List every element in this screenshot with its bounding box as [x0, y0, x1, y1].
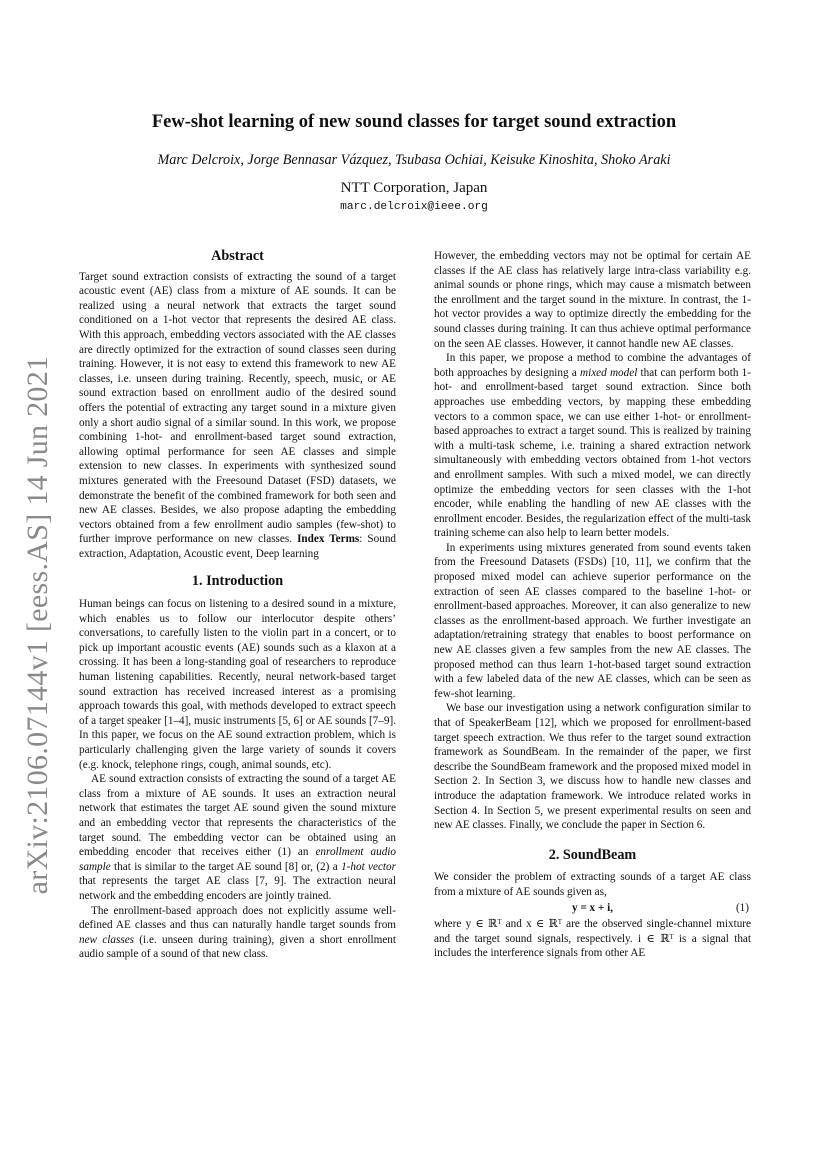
intro-paragraph-4: However, the embedding vectors may not be optimal for certain AE classes if the AE class has relatively large intra-class variability e.g. animal sounds or phone rings, which may cause a mismatch between the enrollment and the target sound in the mixture. In contrast, the 1-hot vector provides a way to optimize directly the embedding for the sound classes during training. It can thus achieve optimal performance on the seen AE classes. However, it cannot handle new AE classes. — [434, 250, 751, 350]
paper-title: Few-shot learning of new sound classes for target sound extraction — [151, 112, 677, 132]
intro-paragraph-1: Human beings can focus on listening to a desired sound in a mixture, which enables us to follow our interlocutor despite others’ conversations, to carefully listen to the violin part in a concert, or to pick up important acoustic events (AE) sounds such as a klaxon at a crossing. It has been a long-standing goal of researchers to reproduce human listening capabilities. Recently, neural network-based target sound extraction has received increased interest as a promising approach towards this goal, with methods developed to extract speech of a target speaker [1–4], music instruments [5, 6] or AE sounds [7–9]. In this paper, we focus on the AE sound extraction problem, which is particularly challenging given the large variety of sounds it covers (e.g. knock, telephone rings, cough, animal sounds, etc). — [79, 598, 396, 771]
soundbeam-paragraph-2: where y ∈ ℝᵀ and x ∈ ℝᵀ are the observed single-channel mixture and the target sound signals, respectively. i ∈ ℝᵀ is a signal that includes the interference signals from other AE — [434, 918, 751, 960]
equation-body: y = x + i, — [571, 901, 614, 914]
soundbeam-heading: 2. SoundBeam — [548, 846, 637, 863]
soundbeam-paragraph-1: We consider the problem of extracting sounds of a target AE class from a mixture of AE sounds given as, — [434, 871, 751, 898]
author-list: Marc Delcroix, Jorge Bennasar Vázquez, Tsubasa Ochiai, Keisuke Kinoshita, Shoko Araki — [157, 152, 671, 168]
intro-paragraph-5: In this paper, we propose a method to combine the advantages of both approaches by designing a mixed model that can perform both 1-hot- and enrollment-based target sound extraction. Since both approaches use embedding vectors, by mapping these embedding vectors to a common space, we can use either 1-hot- or enrollment-based approaches to extract a target sound. This is realized by training with a multi-task scheme, i.e. training a shared extraction network simultaneously with embedding vectors obtained from 1-hot vectors and enrollment samples. With such a mixed model, we can directly optimize the embedding vectors for seen classes with the 1-hot encoder, while enabling the handling of new AE classes with the enrollment encoder. Besides, the regularization effect of the multi-task training scheme can also help to learn better models. — [434, 352, 751, 540]
contact-email: marc.delcroix@ieee.org — [340, 201, 488, 213]
intro-paragraph-3: The enrollment-based approach does not explicitly assume well-defined AE classes and thus can naturally handle target sounds from new classes (i.e. unseen during training), given a short enrollment audio sample of a sound of that new class. — [79, 904, 396, 961]
equation-number: (1) — [735, 901, 749, 914]
abstract-text: Target sound extraction consists of extracting the sound of a target acoustic event (AE) class from a mixture of AE sounds. It can be realized using a neural network that extracts the target sound conditioned on a 1-hot vector that represents the desired AE class. With this approach, embedding vectors associated with the AE classes are directly optimized for the extraction of sound classes seen during training. However, it is not easy to extend this framework to new AE classes, i.e. unseen during training. Recently, speech, music, or AE sound extraction based on enrollment audio of the desired sound offers the potential of extracting any target sound in a mixture given only a short audio signal of a similar sound. In this work, we propose combining 1-hot- and enrollment-based target sound extraction, allowing optimal performance for seen AE classes and simple extension to new classes. In experiments with synthesized sound mixtures generated with the Freesound Dataset (FSD) datasets, we demonstrate the benefit of the combined framework for both seen and new AE classes. Besides, we also propose adapting the embedding vectors obtained from a few enrollment audio samples (few-shot) to further improve performance on new classes. Index Terms: Sound extraction, Adaptation, Acoustic event, Deep learning — [79, 270, 397, 560]
arxiv-sidebar — [14, 355, 62, 895]
equation-1 — [434, 901, 751, 916]
abstract-heading: Abstract — [211, 248, 264, 264]
arxiv-identifier: arXiv:2106.07144v1 [eess.AS] 14 Jun 2021 — [21, 355, 54, 895]
intro-paragraph-6: In experiments using mixtures generated from sound events taken from the Freesound Datasets (FSDs) [10, 11], we confirm that the proposed mixed model can achieve superior performance on the extraction of seen AE classes compared to the baseline 1-hot- or enrollment-based approaches. Moreover, it can also generalize to new classes as the enrollment-based approach. We further investigate an adaptation/retraining strategy that enables to boost performance on new AE classes given a few samples from the new AE classes. The proposed method can thus learn 1-hot-based target sound extraction with a few labeled data of the new AE classes, which can be seen as few-shot learning. — [434, 541, 751, 700]
intro-paragraph-7: We base our investigation using a network configuration similar to that of SpeakerBeam [12], which we proposed for enrollment-based target speech extraction. We thus refer to the target sound extraction framework as SoundBeam. In the remainder of the paper, we first describe the SoundBeam framework and the proposed mixed model in Section 2. In Section 3, we discuss how to handle new classes and introduce the adaptation framework. We introduce related works in Section 4. In Section 5, we present experimental results on seen and new AE classes. Finally, we conclude the paper in Section 6. — [434, 702, 751, 832]
index-terms: : Sound extraction, Adaptation, Acoustic event, Deep learning — [79, 533, 397, 560]
index-terms-label: Index Terms — [297, 533, 360, 546]
right-column — [434, 249, 751, 961]
left-column — [79, 249, 396, 962]
affiliation: NTT Corporation, Japan — [340, 180, 488, 196]
intro-paragraph-2: AE sound extraction consists of extracting the sound of a target AE class from a mixture of AE sounds. It uses an extraction neural network that estimates the target AE sound given the sound mixture and an embedding vector that represents the characteristics of the target sound. The embedding vector can be obtained using an embedding encoder that receives either (1) an enrollment audio sample that is similar to the target AE sound [8] or, (2) a 1-hot vector that represents the target AE class [7, 9]. The extraction neural network and the embedding encoders are jointly trained. — [79, 773, 396, 902]
paper-header — [80, 112, 748, 213]
introduction-heading: 1. Introduction — [191, 573, 284, 590]
